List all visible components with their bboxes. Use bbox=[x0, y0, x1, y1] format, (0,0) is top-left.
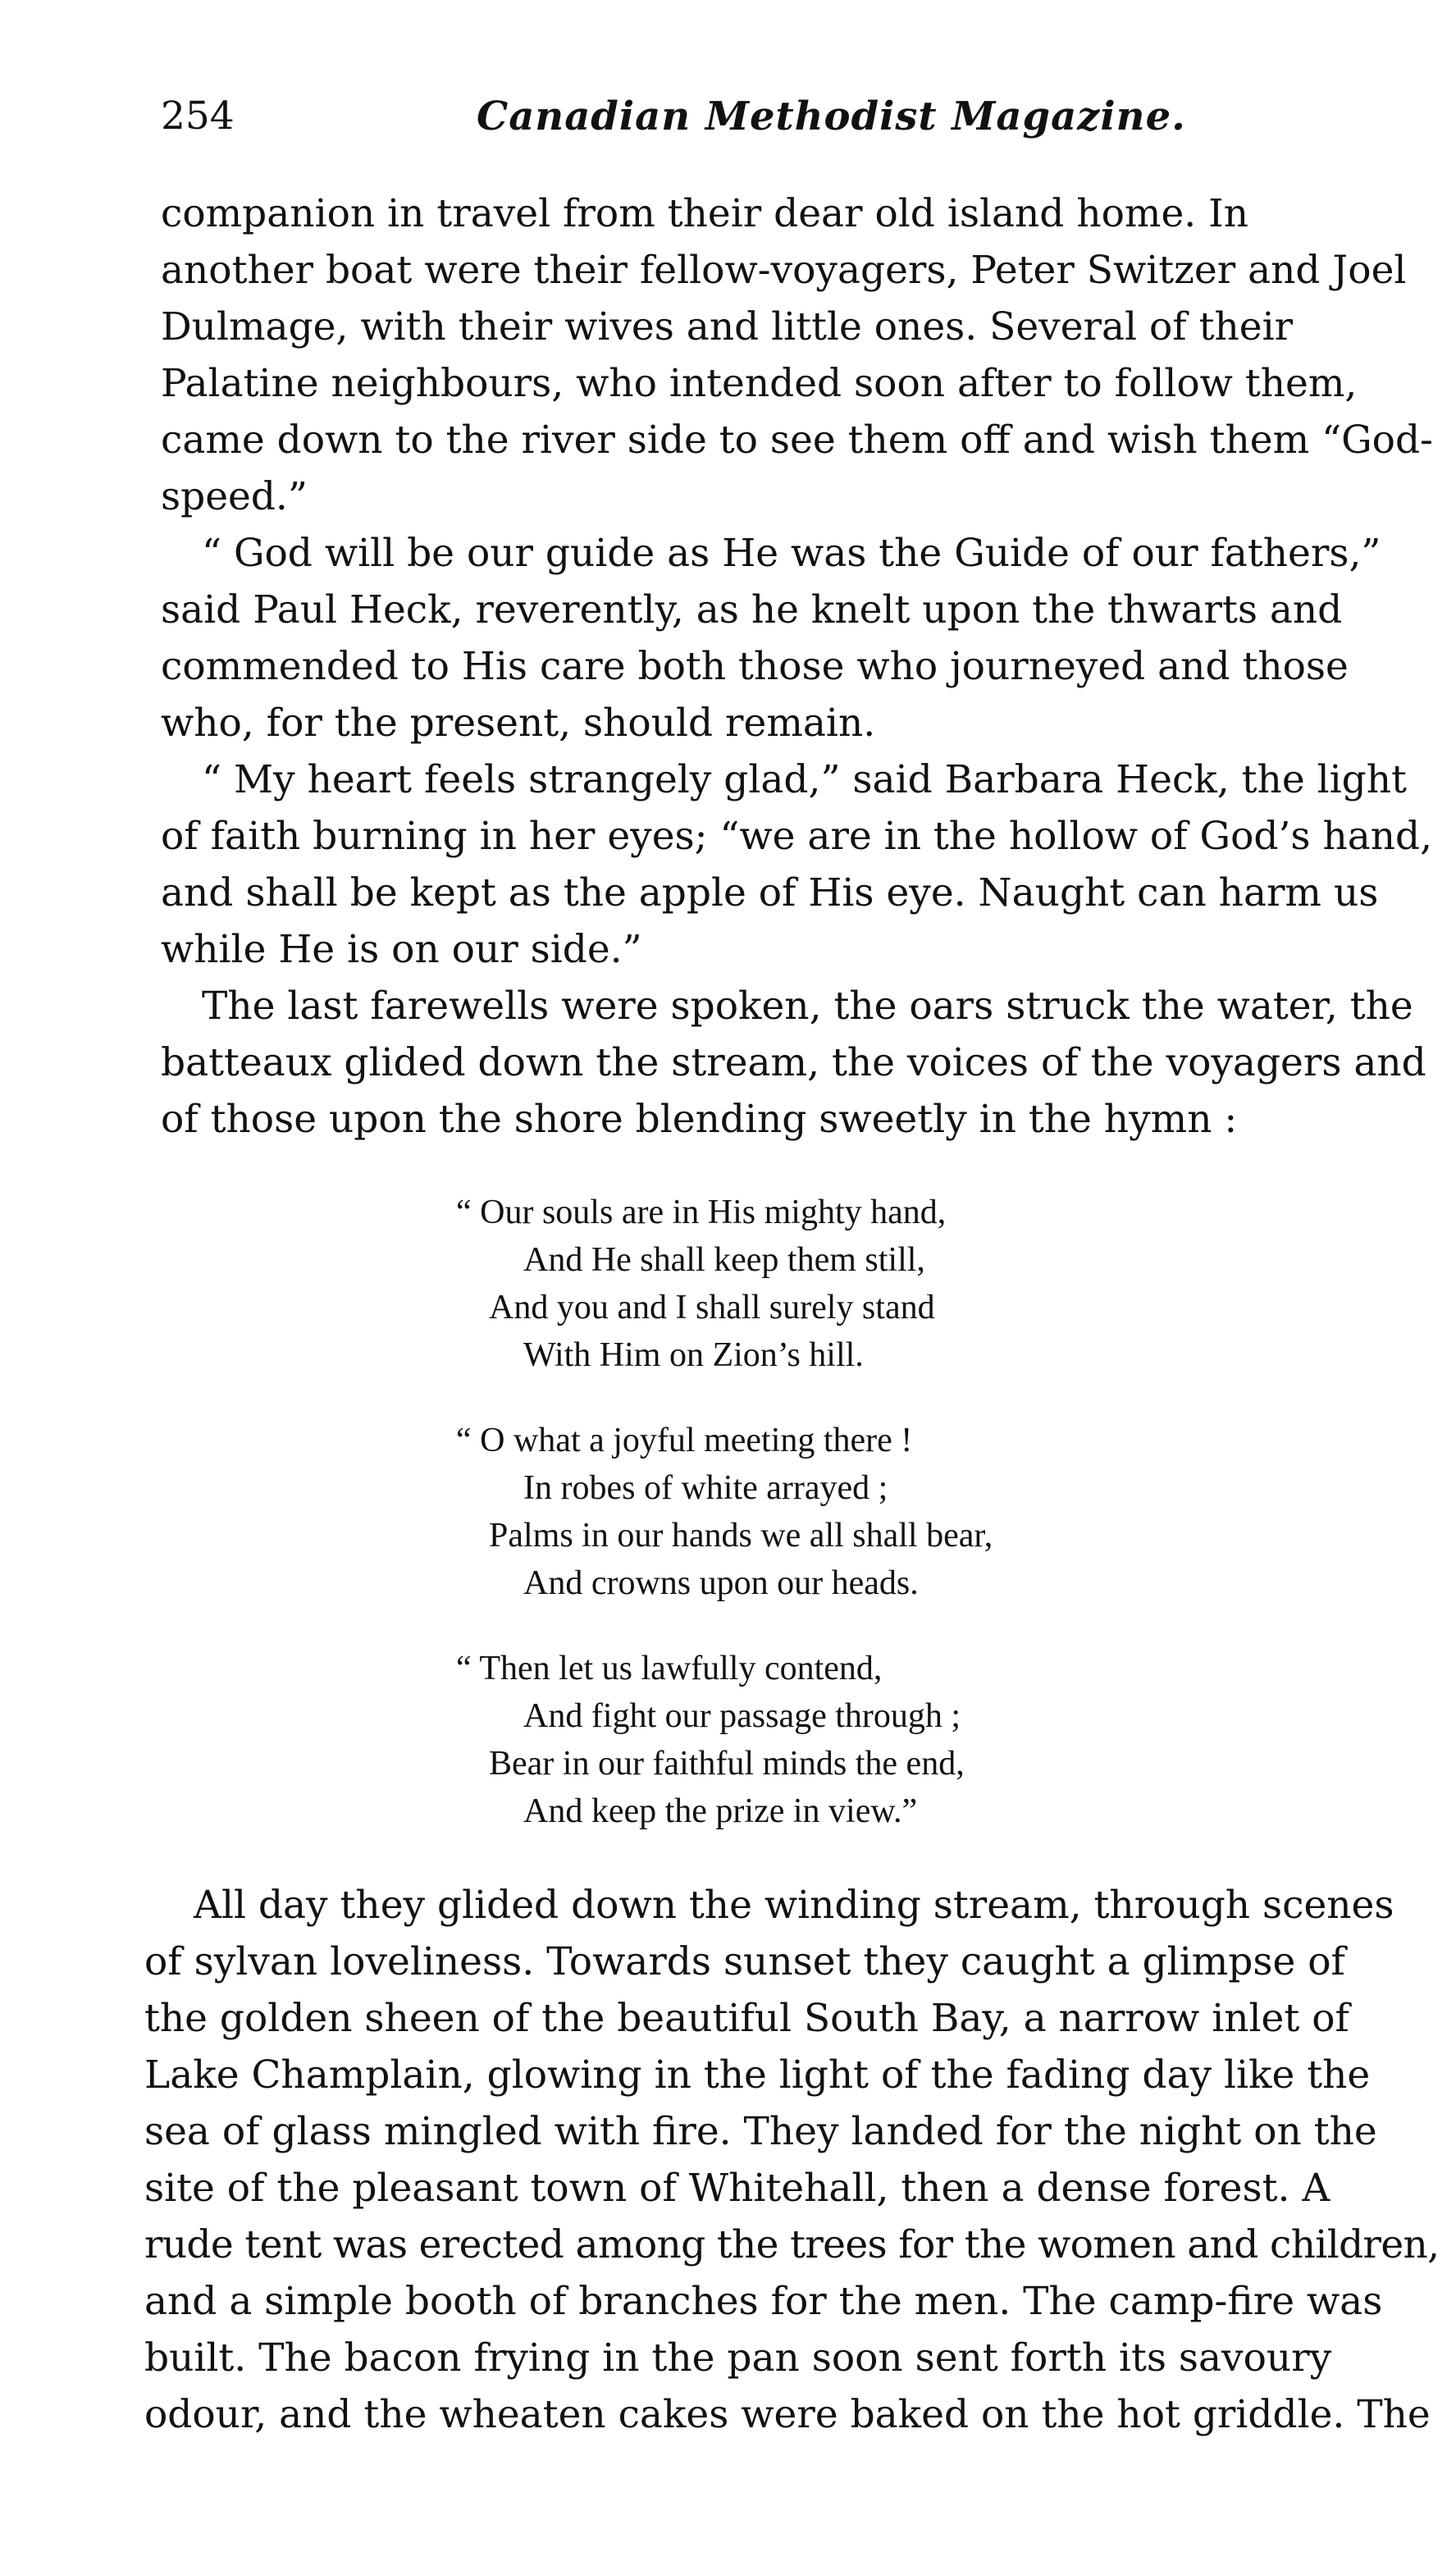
text-line: “ God will be our guide as He was the Guide of our fathers,” bbox=[202, 531, 1381, 576]
verse-line: And He shall keep them still, bbox=[523, 1241, 925, 1279]
text-line: Palatine neighbours, who intended soon after to follow them, bbox=[161, 361, 1358, 406]
text-line: speed.” bbox=[161, 474, 308, 519]
text-line: who, for the present, should remain. bbox=[161, 701, 876, 746]
text-line: sea of glass mingled with fire. They landed for the night on the bbox=[144, 2109, 1377, 2154]
verse-line: “ Then let us lawfully contend, bbox=[456, 1650, 883, 1687]
verse-line: In robes of white arrayed ; bbox=[523, 1469, 888, 1507]
text-line: commended to His care both those who journeyed and those bbox=[161, 644, 1349, 689]
text-line: batteaux glided down the stream, the voices of the voyagers and bbox=[161, 1040, 1426, 1085]
verse-line: And fight our passage through ; bbox=[523, 1697, 961, 1735]
text-line: of sylvan loveliness. Towards sunset they caught a glimpse of bbox=[144, 1939, 1345, 1984]
text-line: rude tent was erected among the trees for the women and children, bbox=[144, 2222, 1440, 2267]
verse-line: And you and I shall surely stand bbox=[489, 1289, 935, 1326]
verse-line: “ O what a joyful meeting there ! bbox=[456, 1422, 913, 1459]
text-line: came down to the river side to see them off and wish them “God- bbox=[161, 418, 1433, 463]
running-title: Canadian Methodist Magazine. bbox=[477, 94, 1186, 139]
text-line: and shall be kept as the apple of His eye. Naught can harm us bbox=[161, 870, 1379, 915]
text-line: Dulmage, with their wives and little ones. Several of their bbox=[161, 304, 1294, 349]
verse-line: Palms in our hands we all shall bear, bbox=[489, 1517, 993, 1555]
text-line: built. The bacon frying in the pan soon sent forth its savoury bbox=[144, 2335, 1332, 2381]
text-line: of those upon the shore blending sweetly in the hymn : bbox=[161, 1097, 1238, 1142]
verse-line: And keep the prize in view.” bbox=[523, 1792, 918, 1830]
text-line: “ My heart feels strangely glad,” said Barbara Heck, the light bbox=[202, 757, 1407, 802]
verse-line: Bear in our faithful minds the end, bbox=[489, 1745, 965, 1783]
text-line: of faith burning in her eyes; “we are in the hollow of God’s hand, bbox=[161, 814, 1433, 859]
text-line: The last farewells were spoken, the oars struck the water, the bbox=[202, 984, 1413, 1029]
verse-line: With Him on Zion’s hill. bbox=[523, 1336, 864, 1374]
text-line: companion in travel from their dear old island home. In bbox=[161, 191, 1248, 236]
text-line: odour, and the wheaten cakes were baked on the hot griddle. The bbox=[144, 2392, 1431, 2437]
page-header bbox=[161, 92, 1449, 158]
text-line: All day they glided down the winding stream, through scenes bbox=[194, 1883, 1394, 1928]
verse-line: “ Our souls are in His mighty hand, bbox=[456, 1194, 947, 1231]
text-line: and a simple booth of branches for the men. The camp-fire was bbox=[144, 2279, 1383, 2324]
text-line: site of the pleasant town of Whitehall, then a dense forest. A bbox=[144, 2166, 1330, 2211]
text-line: Lake Champlain, glowing in the light of the fading day like the bbox=[144, 2052, 1371, 2098]
text-line: said Paul Heck, reverently, as he knelt upon the thwarts and bbox=[161, 587, 1343, 632]
verse-line: And crowns upon our heads. bbox=[523, 1564, 919, 1602]
page-number: 254 bbox=[161, 94, 235, 139]
text-line: the golden sheen of the beautiful South Bay, a narrow inlet of bbox=[144, 1996, 1349, 2041]
text-line: another boat were their fellow-voyagers, Peter Switzer and Joel bbox=[161, 248, 1407, 293]
text-line: while He is on our side.” bbox=[161, 927, 642, 972]
